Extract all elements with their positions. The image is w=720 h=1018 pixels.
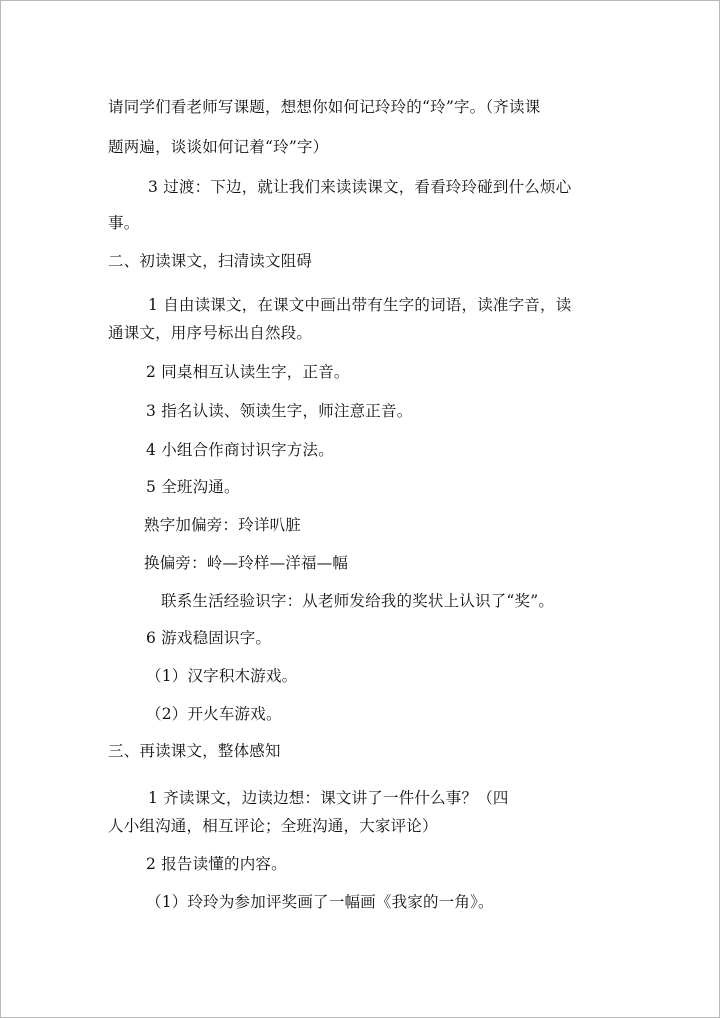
- text-line: 通课文，用序号标出自然段。: [108, 324, 313, 342]
- text-line: 事。: [108, 214, 140, 232]
- text-line: 4 小组合作商讨识字方法。: [146, 441, 334, 459]
- text-line: 人小组沟通，相互评论；全班沟通，大家评论）: [108, 817, 438, 835]
- text-line: 2 同桌相互认读生字，正音。: [146, 363, 350, 381]
- text-line: 3 过渡：下边，就让我们来读读课文，看看玲玲碰到什么烦心: [148, 178, 572, 196]
- text-line: （1）玲玲为参加评奖画了一幅画《我家的一角》。: [146, 893, 494, 911]
- text-line: 题两遍，谈谈如何记着“玲”字）: [108, 138, 329, 156]
- section-heading: 三、再读课文，整体感知: [108, 742, 281, 760]
- text-line: 1 自由读课文，在课文中画出带有生字的词语，读准字音，读: [148, 296, 572, 314]
- text-line: 6 游戏稳固识字。: [146, 629, 272, 647]
- text-line: 5 全班沟通。: [146, 478, 240, 496]
- section-heading: 二、初读课文，扫清读文阻碍: [108, 252, 313, 270]
- text-line: 请同学们看老师写课题，想想你如何记玲玲的“玲”字。（齐读课: [108, 98, 541, 116]
- text-line: 熟字加偏旁：玲详叭脏: [144, 516, 302, 534]
- text-line: 2 报告读懂的内容。: [146, 855, 287, 873]
- text-line: 换偏旁：岭—玲样—洋福—幅: [144, 554, 349, 572]
- text-line: 联系生活经验识字：从老师发给我的奖状上认识了“奖”。: [161, 592, 555, 610]
- text-line: 1 齐读课文，边读边想：课文讲了一件什么事？（四: [148, 789, 509, 807]
- text-line: （2）开火车游戏。: [146, 705, 282, 723]
- text-line: （1）汉字积木游戏。: [146, 667, 298, 685]
- text-line: 3 指名认读、领读生字，师注意正音。: [146, 402, 413, 420]
